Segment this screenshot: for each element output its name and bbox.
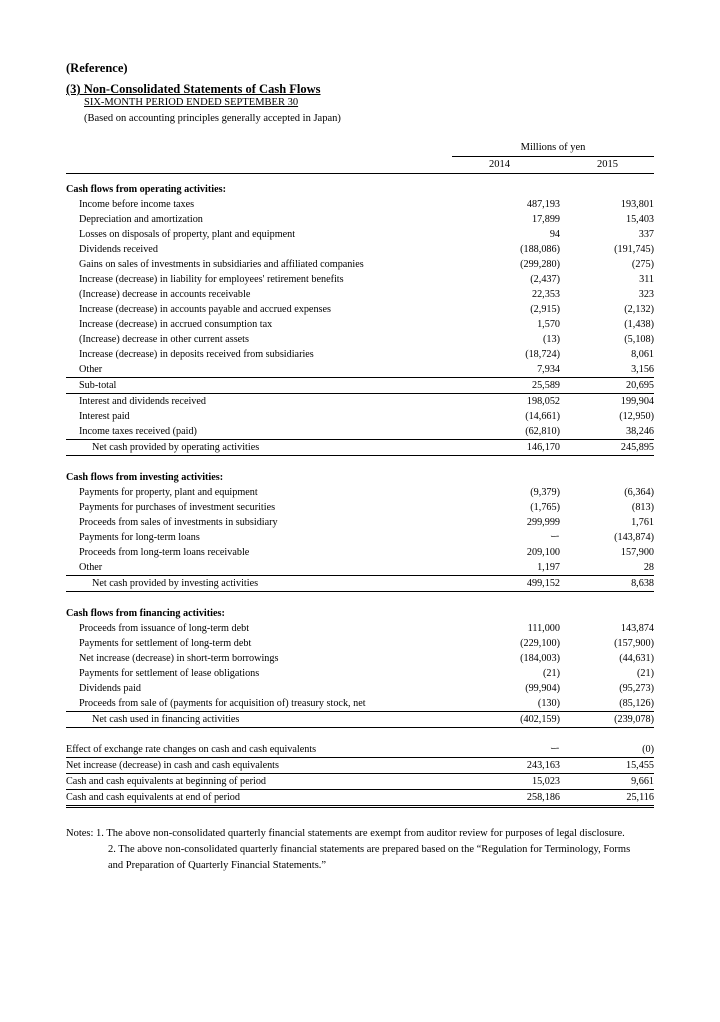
row-label: Net cash provided by investing activities	[66, 576, 456, 592]
fx-effect-row	[66, 742, 654, 758]
note-2: 2. The above non-consolidated quarterly financial statements are prepared based on the “Regulation for Terminology, Forms	[108, 844, 631, 855]
value-2014: (62,810)	[525, 426, 560, 437]
value-2015: (1,438)	[624, 319, 654, 330]
table-row	[66, 242, 654, 257]
value-2015: (813)	[631, 502, 654, 513]
table-row	[66, 636, 654, 651]
value-2014: (188,086)	[520, 244, 560, 255]
row-label: Cash flows from investing activities:	[66, 472, 224, 483]
section-heading-investing	[66, 470, 654, 485]
table-row	[66, 696, 654, 712]
row-label: Losses on disposals of property, plant and equipment	[79, 229, 296, 240]
value-2014: ー	[549, 532, 560, 543]
value-2014: (21)	[543, 668, 560, 679]
row-label: Dividends received	[79, 244, 158, 255]
table-row	[66, 197, 654, 212]
table-row	[66, 272, 654, 287]
value-2015: 311	[639, 274, 654, 285]
value-2014: 17,899	[531, 214, 560, 225]
value-2014: 209,100	[526, 547, 560, 558]
row-label: Increase (decrease) in accrued consumption tax	[79, 319, 273, 330]
value-2015: (44,631)	[619, 653, 654, 664]
row-label: Payments for long-term loans	[79, 532, 200, 543]
value-2014: 243,163	[456, 758, 560, 774]
value-2014: 198,052	[456, 394, 560, 410]
row-label: Income before income taxes	[79, 199, 195, 210]
row-label: (Increase) decrease in accounts receivable	[79, 289, 251, 300]
notes-section	[66, 826, 656, 874]
value-2015: (21)	[637, 668, 654, 679]
row-label: Increase (decrease) in accounts payable and accrued expenses	[79, 304, 331, 315]
value-2015: 157,900	[620, 547, 654, 558]
row-label: Payments for settlement of long-term debt	[79, 638, 252, 649]
year-2014-header: 2014	[489, 159, 510, 170]
table-row	[66, 287, 654, 302]
table-row	[66, 409, 654, 424]
section-heading-operating	[66, 182, 654, 197]
value-2014: 299,999	[526, 517, 560, 528]
row-label: Net cash provided by operating activities	[66, 440, 456, 456]
row-label: Increase (decrease) in deposits received from subsidiaries	[79, 349, 314, 360]
year-2015-header: 2015	[597, 159, 618, 170]
value-2015: 245,895	[560, 440, 654, 456]
value-2014: (184,003)	[520, 653, 560, 664]
value-2014: (9,379)	[530, 487, 560, 498]
value-2015: 28	[643, 562, 654, 573]
table-row	[66, 317, 654, 332]
units-divider	[452, 156, 654, 157]
value-2015: 323	[638, 289, 654, 300]
ending-balance-row	[66, 790, 654, 807]
row-label: Net increase (decrease) in cash and cash equivalents	[66, 758, 456, 774]
value-2015: 9,661	[560, 774, 654, 790]
value-2015: 15,455	[560, 758, 654, 774]
table-row	[66, 362, 654, 378]
row-label: Net cash used in financing activities	[66, 712, 456, 728]
row-label: Cash flows from operating activities:	[66, 184, 226, 195]
value-2015: (85,126)	[619, 698, 654, 709]
note-2-continued: and Preparation of Quarterly Financial Statements.”	[108, 860, 327, 871]
value-2015: (0)	[560, 742, 654, 758]
value-2015: 15,403	[625, 214, 654, 225]
net-financing-row	[66, 712, 654, 728]
value-2015: 8,061	[631, 349, 654, 360]
spacer-row	[66, 456, 654, 471]
table-row	[66, 500, 654, 515]
value-2014: (229,100)	[520, 638, 560, 649]
spacer-row	[66, 592, 654, 607]
table-row	[66, 485, 654, 500]
row-label: Net increase (decrease) in short-term borrowings	[79, 653, 279, 664]
row-label: Depreciation and amortization	[79, 214, 203, 225]
row-label: Proceeds from long-term loans receivable	[79, 547, 250, 558]
value-2014: (13)	[543, 334, 560, 345]
table-row	[66, 621, 654, 636]
value-2015: 337	[638, 229, 654, 240]
table-row	[66, 666, 654, 681]
value-2014: (99,904)	[525, 683, 560, 694]
period-label: SIX-MONTH PERIOD ENDED SEPTEMBER 30	[84, 97, 299, 108]
value-2015: 1,761	[631, 517, 654, 528]
note-1: Notes: 1. The above non-consolidated quarterly financial statements are exempt from auditor review for purposes of legal disclosure.	[66, 828, 625, 839]
value-2015: 20,695	[625, 380, 654, 391]
table-row	[66, 227, 654, 242]
value-2014: (14,661)	[525, 411, 560, 422]
value-2015: (275)	[631, 259, 654, 270]
value-2014: (2,437)	[530, 274, 560, 285]
row-label: Sub-total	[79, 380, 117, 391]
row-label: Cash and cash equivalents at end of period	[66, 790, 456, 807]
value-2014: (402,159)	[456, 712, 560, 728]
row-label: Effect of exchange rate changes on cash and cash equivalents	[66, 742, 456, 758]
row-label: Proceeds from sales of investments in subsidiary	[79, 517, 278, 528]
net-change-row	[66, 758, 654, 774]
value-2015: (157,900)	[614, 638, 654, 649]
row-label: Dividends paid	[79, 683, 141, 694]
statement-title: (3) Non-Consolidated Statements of Cash Flows	[66, 82, 321, 96]
spacer-row	[66, 728, 654, 743]
table-row	[66, 681, 654, 696]
value-2015: 143,874	[620, 623, 654, 634]
value-2014: (2,915)	[530, 304, 560, 315]
value-2015: (2,132)	[624, 304, 654, 315]
value-2014: 1,197	[537, 562, 560, 573]
value-2015: 193,801	[620, 199, 654, 210]
row-label: Interest and dividends received	[66, 394, 456, 410]
value-2015: (191,745)	[614, 244, 654, 255]
value-2014: 25,589	[531, 380, 560, 391]
value-2015: 3,156	[560, 362, 654, 378]
value-2014: 1,570	[537, 319, 560, 330]
value-2014: 487,193	[526, 199, 560, 210]
value-2015: (12,950)	[619, 411, 654, 422]
value-2014: 7,934	[456, 362, 560, 378]
value-2014: 499,152	[456, 576, 560, 592]
row-label: Cash flows from financing activities:	[66, 608, 225, 619]
table-row	[66, 545, 654, 560]
table-row	[66, 257, 654, 272]
row-label: Proceeds from issuance of long-term debt	[79, 623, 250, 634]
cash-flow-table	[66, 182, 654, 808]
value-2014: (299,280)	[520, 259, 560, 270]
row-label: Proceeds from sale of (payments for acquisition of) treasury stock, net	[79, 698, 366, 709]
row-label: Income taxes received (paid)	[79, 426, 197, 437]
row-label: Cash and cash equivalents at beginning of period	[66, 774, 456, 790]
table-row	[66, 347, 654, 362]
value-2014: 94	[549, 229, 560, 240]
row-label: Increase (decrease) in liability for employees' retirement benefits	[79, 274, 344, 285]
net-operating-row	[66, 440, 654, 456]
reference-label: (Reference)	[66, 61, 128, 75]
row-label: Payments for property, plant and equipment	[79, 487, 258, 498]
row-label: (Increase) decrease in other current assets	[79, 334, 249, 345]
table-row	[66, 424, 654, 440]
value-2015: 199,904	[560, 394, 654, 410]
row-label: Interest paid	[79, 411, 130, 422]
row-label: Payments for settlement of lease obligations	[79, 668, 260, 679]
value-2014: 15,023	[456, 774, 560, 790]
value-2015: 38,246	[625, 426, 654, 437]
table-row	[66, 394, 654, 410]
value-2014: ー	[456, 742, 560, 758]
subtotal-row	[66, 378, 654, 394]
section-heading-financing	[66, 606, 654, 621]
value-2015: (6,364)	[624, 487, 654, 498]
value-2015: (95,273)	[619, 683, 654, 694]
table-row	[66, 332, 654, 347]
value-2015: (239,078)	[560, 712, 654, 728]
value-2014: 111,000	[527, 623, 560, 634]
value-2015: 8,638	[560, 576, 654, 592]
row-label: Other	[79, 562, 103, 573]
table-row	[66, 651, 654, 666]
table-row	[66, 560, 654, 576]
table-row	[66, 515, 654, 530]
header-divider	[66, 173, 654, 174]
net-investing-row	[66, 576, 654, 592]
row-label: Other	[66, 362, 456, 378]
beginning-balance-row	[66, 774, 654, 790]
value-2014: (130)	[537, 698, 560, 709]
accounting-basis-label: (Based on accounting principles generally accepted in Japan)	[84, 113, 341, 124]
value-2015: (5,108)	[624, 334, 654, 345]
value-2014: 258,186	[456, 790, 560, 807]
table-row	[66, 212, 654, 227]
value-2014: (1,765)	[530, 502, 560, 513]
value-2014: 146,170	[456, 440, 560, 456]
value-2014: (18,724)	[525, 349, 560, 360]
units-label: Millions of yen	[520, 142, 586, 153]
value-2015: (143,874)	[614, 532, 654, 543]
row-label: Gains on sales of investments in subsidiaries and affiliated companies	[79, 259, 364, 270]
value-2015: 25,116	[560, 790, 654, 807]
table-row	[66, 302, 654, 317]
row-label: Payments for purchases of investment securities	[79, 502, 276, 513]
table-row	[66, 530, 654, 545]
value-2014: 22,353	[531, 289, 560, 300]
